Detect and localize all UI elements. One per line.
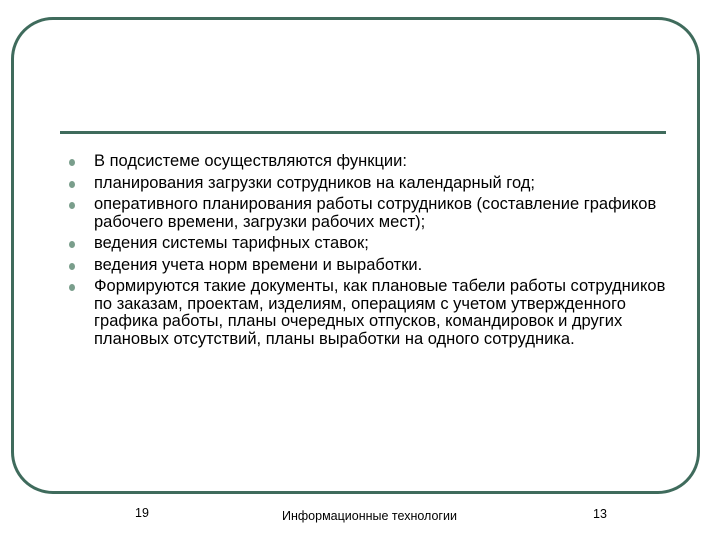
footer-date: 19 [135, 506, 149, 520]
bullet-dot-icon [69, 202, 75, 209]
bullet-text: В подсистеме осуществляются функции: [94, 152, 407, 170]
title-divider [60, 131, 666, 134]
bullet-text: планирования загрузки сотрудников на календарный год; [94, 173, 535, 192]
bullet-dot-icon [69, 284, 75, 291]
bullet-list [68, 153, 668, 352]
bullet-dot-icon [69, 241, 75, 248]
bullet-text: ведения учета норм времени и выработки. [94, 255, 423, 274]
bullet-dot-icon [69, 181, 75, 188]
slide-number: 13 [593, 507, 607, 521]
bullet-item [68, 257, 668, 275]
bullet-item [68, 235, 668, 253]
bullet-dot-icon [69, 263, 75, 270]
bullet-text: Формируются такие документы, как плановые табели работы сотрудников по заказам, проектам, изделиям, операциям с учетом утвержденного графика работы, планы очередных отпусков, командировок и других плановых отсутствий, планы выработки на одного сотрудника. [94, 277, 666, 348]
bullet-item [68, 278, 668, 348]
bullet-text: оперативного планирования работы сотрудников (составление графиков рабочего времени, загрузки рабочих мест); [94, 195, 657, 231]
bullet-item [68, 196, 668, 231]
bullet-dot-icon [69, 159, 75, 166]
bullet-item [68, 175, 668, 193]
footer-title: Информационные технологии [282, 509, 457, 523]
bullet-text: ведения системы тарифных ставок; [94, 234, 369, 252]
bullet-item [68, 153, 668, 171]
